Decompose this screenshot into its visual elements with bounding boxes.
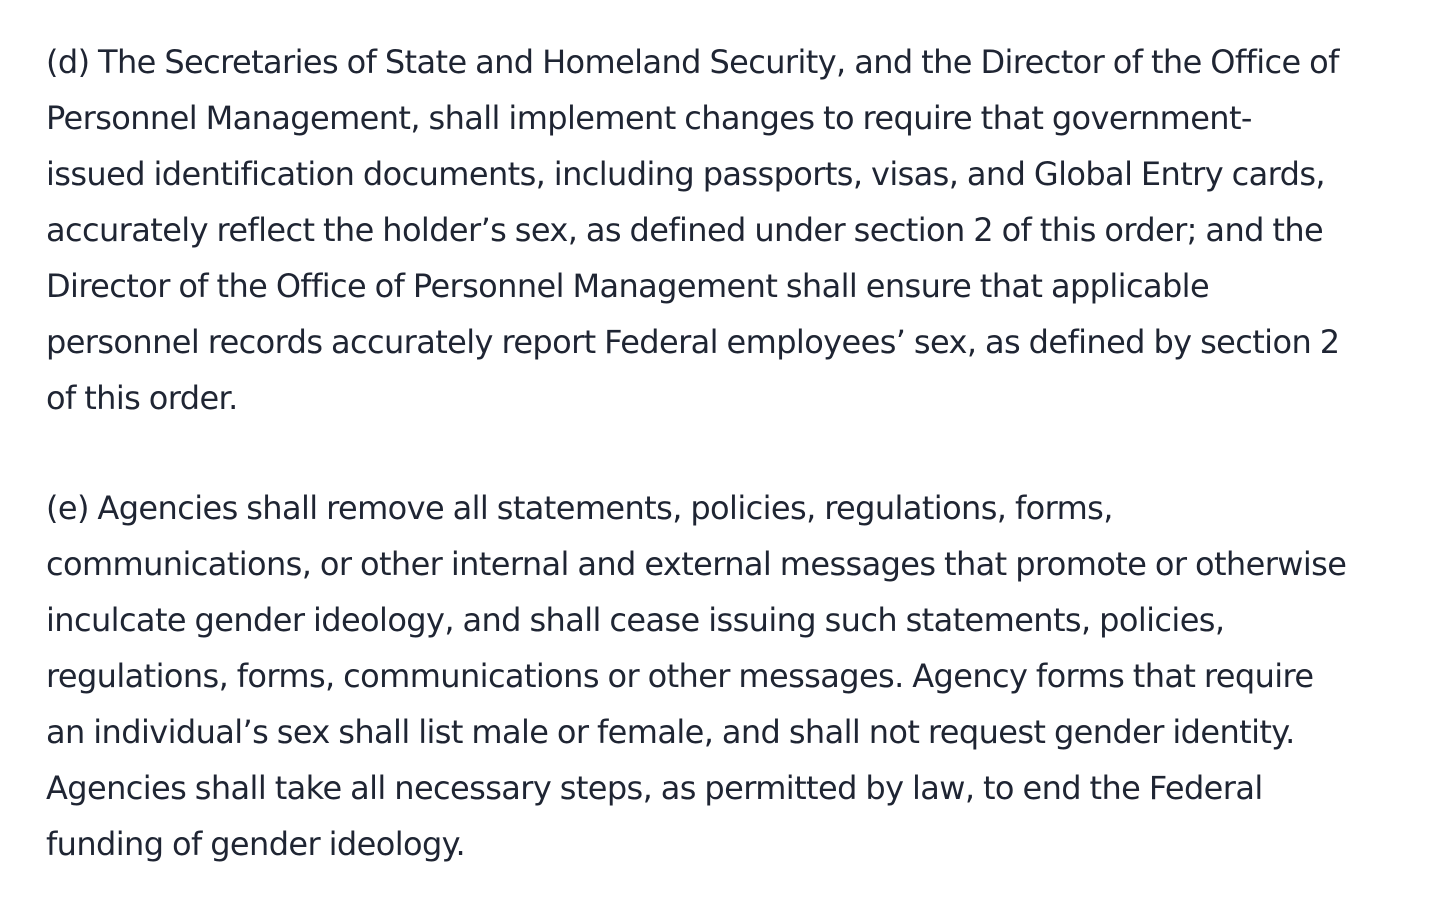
paragraph-line: Personnel Management, shall implement changes to require that government- [46,99,1252,137]
document-body [46,34,1446,872]
paragraph-line: regulations, forms, communications or other messages. Agency forms that require [46,657,1314,695]
paragraph-line: (e) Agencies shall remove all statements, policies, regulations, forms, [46,489,1113,527]
paragraph-line: communications, or other internal and external messages that promote or otherwise [46,545,1347,583]
paragraph-line: inculcate gender ideology, and shall cease issuing such statements, policies, [46,601,1225,639]
paragraph-d [46,34,1446,426]
paragraph-line: of this order. [46,379,238,417]
paragraph-line: Agencies shall take all necessary steps, as permitted by law, to end the Federal [46,769,1263,807]
paragraph-line: an individual’s sex shall list male or female, and shall not request gender identity. [46,713,1295,751]
paragraph-line: Director of the Office of Personnel Management shall ensure that applicable [46,267,1210,305]
paragraph-e [46,480,1446,872]
paragraph-line: (d) The Secretaries of State and Homeland Security, and the Director of the Office of [46,43,1339,81]
paragraph-line: issued identification documents, including passports, visas, and Global Entry cards, [46,155,1325,193]
paragraph-line: funding of gender ideology. [46,825,466,863]
paragraph-line: personnel records accurately report Federal employees’ sex, as defined by section 2 [46,323,1340,361]
paragraph-line: accurately reflect the holder’s sex, as defined under section 2 of this order; and the [46,211,1324,249]
